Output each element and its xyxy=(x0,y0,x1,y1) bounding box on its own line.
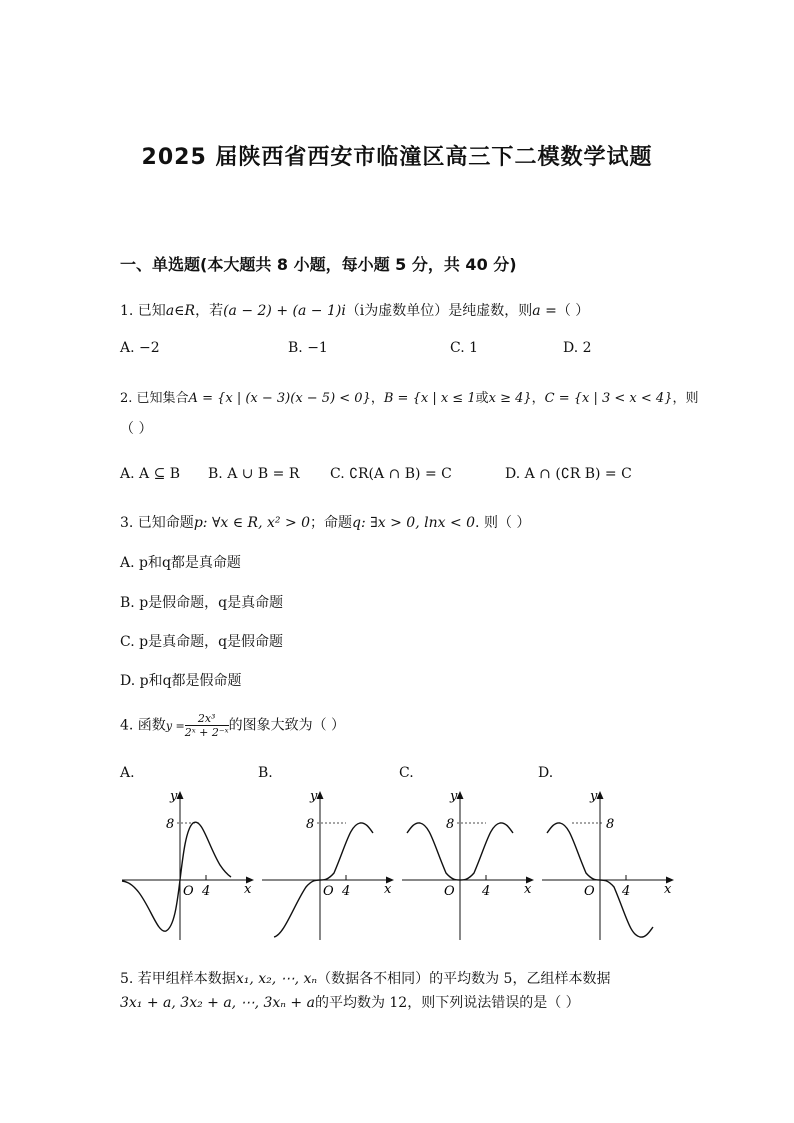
q5-math-a: x₁, x₂, ⋯, xₙ xyxy=(235,971,318,987)
y-label: y xyxy=(590,789,598,804)
q4-frac-den: 2ˣ + 2⁻ˣ xyxy=(184,726,229,739)
q1-math-a: a∈R xyxy=(165,303,196,319)
x-label: x xyxy=(664,882,672,897)
q2-math-c: x ≥ 4} xyxy=(488,391,532,406)
q4-text-b: 的图象大致为（ ） xyxy=(228,717,346,734)
q4-frac-num: 2x³ xyxy=(185,712,229,726)
tick-8: 8 xyxy=(606,817,615,832)
q1-math-b: (a − 2) + (a − 1)i xyxy=(223,303,346,319)
y-axis-arrow-icon xyxy=(597,791,604,799)
q3-option-d: D. p和q都是假命题 xyxy=(120,673,242,689)
q1-text-d: （ ） xyxy=(556,303,590,319)
q4-label-a: A. xyxy=(120,765,135,781)
q1-text-b: ，若 xyxy=(195,303,224,319)
q4-label-d: D. xyxy=(538,765,554,781)
q2-option-b: B. A ∪ B = R xyxy=(208,466,300,482)
q3-text-c: . 则（ ） xyxy=(475,515,531,531)
q1-option-c: C. 1 xyxy=(450,340,479,356)
q3-option-b: B. p是假命题，q是真命题 xyxy=(120,595,284,611)
tick-4: 4 xyxy=(202,884,211,899)
q2-option-c: C. ∁R(A ∩ B) = C xyxy=(330,466,452,482)
question-5-line-1 xyxy=(120,968,610,988)
question-1 xyxy=(120,300,589,320)
q2-text-a: 2. 已知集合 xyxy=(120,391,189,406)
y-axis-arrow-icon xyxy=(177,791,184,799)
q1-option-b: B. −1 xyxy=(288,340,328,356)
q1-option-d: D. 2 xyxy=(563,340,592,356)
q1-math-c: a = xyxy=(532,303,557,319)
curve-a xyxy=(122,822,231,931)
q3-text-b: ；命题 xyxy=(310,515,353,531)
q3-text-a: 3. 已知命题 xyxy=(120,515,194,531)
q2-math-b: B = {x | x ≤ 1 xyxy=(383,391,476,406)
origin-label: O xyxy=(584,884,595,899)
q2-paren: （ ） xyxy=(120,421,153,437)
y-axis-arrow-icon xyxy=(317,791,324,799)
q3-math-b: q: ∃x > 0, lnx < 0 xyxy=(352,515,476,531)
graph-b xyxy=(260,785,400,949)
tick-8: 8 xyxy=(166,817,175,832)
q1-text-c: （i为虚数单位）是纯虚数，则 xyxy=(345,303,533,319)
origin-label: O xyxy=(323,884,334,899)
origin-label: O xyxy=(183,884,194,899)
q2-option-d: D. A ∩ (∁R B) = C xyxy=(505,466,632,482)
graph-c xyxy=(400,785,540,949)
q5-text-c: 的平均数为 12，则下列说法错误的是（ ） xyxy=(314,995,580,1011)
q3-math-a: p: ∀x ∈ R, x² > 0 xyxy=(193,515,311,531)
y-label: y xyxy=(310,789,318,804)
y-label: y xyxy=(170,789,178,804)
q2-sep-1: ， xyxy=(370,391,384,406)
tick-4: 4 xyxy=(482,884,491,899)
origin-label: O xyxy=(444,884,455,899)
y-label: y xyxy=(450,789,458,804)
tick-4: 4 xyxy=(342,884,351,899)
graph-a xyxy=(120,785,260,949)
q2-text-or: 或 xyxy=(475,391,489,406)
page-title: 2025 届陕西省西安市临潼区高三下二模数学试题 xyxy=(141,145,653,170)
x-label: x xyxy=(244,882,252,897)
question-2 xyxy=(120,387,698,406)
q2-option-a: A. A ⊆ B xyxy=(120,466,181,482)
section-heading: 一、单选题(本大题共 8 小题，每小题 5 分，共 40 分) xyxy=(120,255,517,274)
tick-4: 4 xyxy=(622,884,631,899)
q5-math-b: 3x₁ + a, 3x₂ + a, ⋯, 3xₙ + a xyxy=(120,995,315,1011)
tick-8: 8 xyxy=(306,817,315,832)
graph-d xyxy=(540,785,680,949)
q3-option-c: C. p是真命题，q是假命题 xyxy=(120,634,284,650)
q1-option-a: A. −2 xyxy=(120,340,160,356)
q4-math-y: y = xyxy=(165,719,185,733)
q4-fraction xyxy=(185,712,229,739)
q4-label-b: B. xyxy=(258,765,273,781)
q5-text-b: （数据各不相同）的平均数为 5，乙组样本数据 xyxy=(317,971,611,987)
question-5-line-2 xyxy=(120,992,580,1012)
x-label: x xyxy=(524,882,532,897)
q4-label-c: C. xyxy=(399,765,414,781)
question-3 xyxy=(120,512,530,532)
q2-sep-2: ， xyxy=(531,391,545,406)
q2-math-a: A = {x | (x − 3)(x − 5) < 0} xyxy=(188,391,371,406)
q1-text-a: 1. 已知 xyxy=(120,303,166,319)
q3-option-a: A. p和q都是真命题 xyxy=(120,555,241,571)
y-axis-arrow-icon xyxy=(457,791,464,799)
question-4 xyxy=(120,712,345,739)
q5-text-a: 5. 若甲组样本数据 xyxy=(120,971,236,987)
q2-math-d: C = {x | 3 < x < 4} xyxy=(544,391,673,406)
tick-8: 8 xyxy=(446,817,455,832)
x-label: x xyxy=(384,882,392,897)
q4-text-a: 4. 函数 xyxy=(120,717,166,734)
q2-text-end: ，则 xyxy=(672,391,699,406)
